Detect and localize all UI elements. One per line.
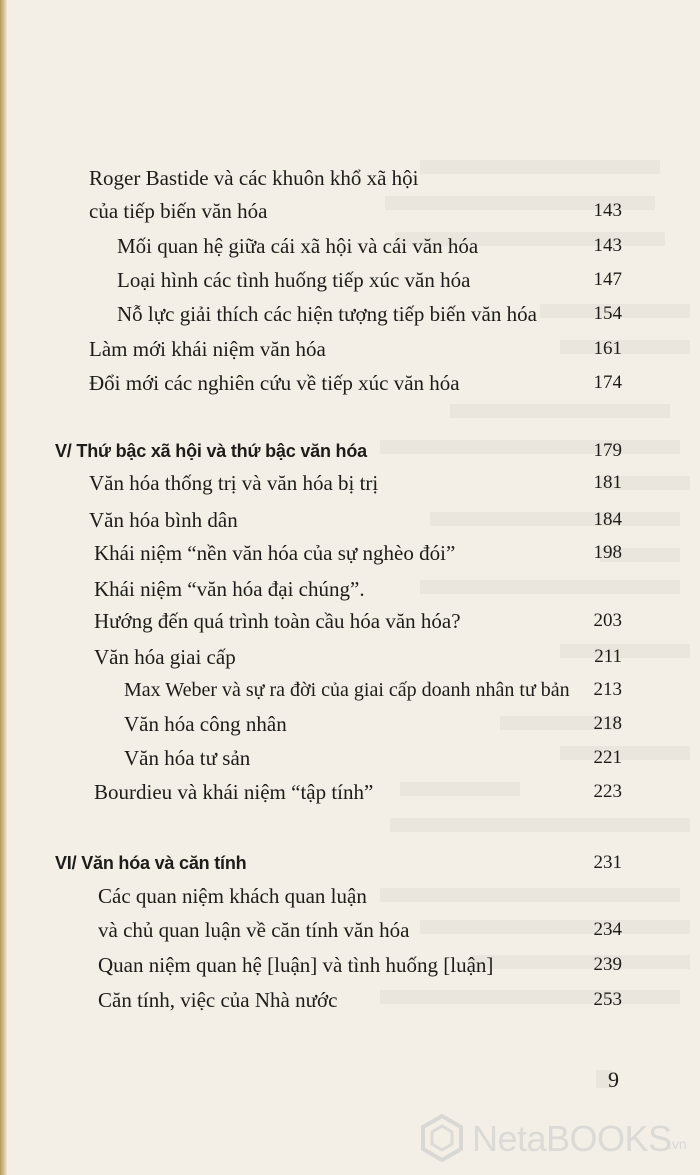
toc-entry	[0, 881, 700, 915]
toc-entry	[0, 642, 700, 676]
toc-page-number: 143	[593, 235, 622, 256]
toc-page-number: 174	[593, 372, 622, 393]
toc-entry-title: của tiếp biến văn hóa	[89, 199, 268, 223]
toc-section-heading	[0, 436, 700, 470]
toc-entry-title: Max Weber và sự ra đời của giai cấp doanh nhân tư bản	[124, 679, 570, 701]
toc-entry	[0, 777, 700, 811]
toc-page-number: 253	[593, 989, 622, 1010]
toc-section-title: VI/ Văn hóa và căn tính	[55, 853, 247, 873]
toc-entry-title: Văn hóa giai cấp	[94, 645, 236, 669]
toc-page-number: 211	[594, 646, 622, 667]
toc-entry	[0, 743, 700, 777]
toc-page-number: 218	[593, 713, 622, 734]
toc-page-number: 154	[593, 303, 622, 324]
toc-entry-title: Căn tính, việc của Nhà nước	[98, 988, 338, 1012]
toc-entry	[0, 985, 700, 1019]
toc-entry	[0, 231, 700, 265]
page-number: 9	[608, 1067, 619, 1092]
toc-entry	[0, 574, 700, 608]
toc-page-number: 198	[593, 542, 622, 563]
toc-page-number: 239	[593, 954, 622, 975]
toc-page-number: 234	[593, 919, 622, 940]
netabooks-hexagon-logo-icon	[418, 1114, 466, 1162]
toc-entry	[0, 915, 700, 949]
toc-page-number: 179	[593, 440, 622, 461]
toc-entry-title: Các quan niệm khách quan luận	[98, 884, 367, 908]
toc-page-number: 213	[593, 679, 622, 700]
toc-entry-title: Loại hình các tình huống tiếp xúc văn hóa	[117, 268, 471, 292]
toc-entry	[0, 334, 700, 368]
toc-entry	[0, 950, 700, 984]
toc-entry-title: Hướng đến quá trình toàn cầu hóa văn hóa?	[94, 609, 461, 633]
toc-page-number: 223	[593, 781, 622, 802]
toc-section-title: V/ Thứ bậc xã hội và thứ bậc văn hóa	[55, 441, 367, 461]
toc-entry-title: Văn hóa thống trị và văn hóa bị trị	[89, 471, 379, 495]
toc-entry	[0, 468, 700, 502]
show-through-line	[450, 404, 670, 418]
toc-entry	[0, 299, 700, 333]
toc-entry	[0, 163, 700, 197]
toc-entry	[0, 505, 700, 539]
toc-entry-title: Khái niệm “nền văn hóa của sự nghèo đói”	[94, 541, 456, 565]
toc-entry	[0, 368, 700, 402]
toc-entry-title: Văn hóa bình dân	[89, 508, 238, 532]
toc-page-number: 203	[593, 610, 622, 631]
toc-entry-title: Bourdieu và khái niệm “tập tính”	[94, 780, 374, 804]
toc-page-number: 184	[593, 509, 622, 530]
toc-entry-title: Quan niệm quan hệ [luận] và tình huống [luận]	[98, 953, 494, 977]
toc-page-number: 181	[593, 472, 622, 493]
toc-entry-title: và chủ quan luận về căn tính văn hóa	[98, 918, 410, 942]
toc-page-number: 143	[593, 200, 622, 221]
watermark	[418, 1112, 700, 1168]
toc-page-number: 221	[593, 747, 622, 768]
toc-entry-title: Khái niệm “văn hóa đại chúng”.	[94, 577, 365, 601]
toc-entry-title: Văn hóa tư sản	[124, 746, 251, 770]
toc-entry-title: Đổi mới các nghiên cứu về tiếp xúc văn hóa	[89, 371, 460, 395]
toc-entry	[0, 265, 700, 299]
toc-entry-title: Nỗ lực giải thích các hiện tượng tiếp biến văn hóa	[117, 302, 537, 326]
watermark-suffix: .vn	[668, 1136, 687, 1152]
toc-entry	[0, 196, 700, 230]
show-through-line	[390, 818, 690, 832]
toc-page-number: 231	[593, 852, 622, 873]
toc-page-number: 161	[593, 338, 622, 359]
toc-entry-title: Làm mới khái niệm văn hóa	[89, 337, 326, 361]
watermark-brand: NetaBOOKS	[472, 1118, 672, 1159]
toc-entry	[0, 709, 700, 743]
toc-page-number: 147	[593, 269, 622, 290]
toc-entry	[0, 675, 700, 709]
toc-entry-title: Mối quan hệ giữa cái xã hội và cái văn hóa	[117, 234, 479, 258]
toc-entry-title: Roger Bastide và các khuôn khổ xã hội	[89, 166, 419, 190]
toc-entry	[0, 606, 700, 640]
toc-section-heading	[0, 848, 700, 882]
toc-entry-title: Văn hóa công nhân	[124, 712, 287, 736]
toc-entry	[0, 538, 700, 572]
